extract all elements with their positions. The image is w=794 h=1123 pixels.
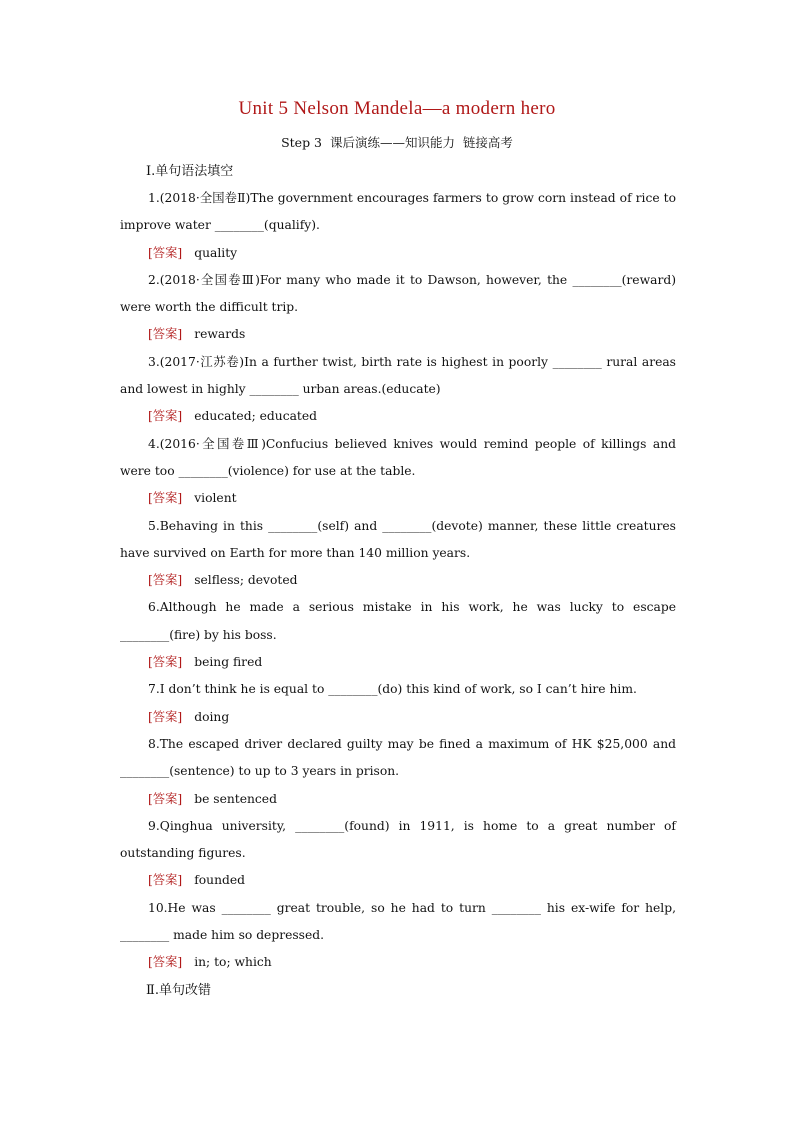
question-3: 3.(2017·江苏卷)In a further twist, birth rate is highest in poorly ________ rural areas and lowest in highly ________ urban areas.(educate) — [120, 354, 676, 397]
answer-tag: [答案] — [148, 245, 183, 260]
question-10: 10.He was ________ great trouble, so he had to turn ________ his ex-wife for help, ________ made him so depressed. — [120, 900, 676, 943]
answer-6 — [120, 649, 676, 676]
answer-8 — [120, 786, 676, 813]
answer-text: quality — [194, 245, 238, 260]
section-heading-grammar-fill: Ⅰ.单句语法填空 — [146, 164, 234, 179]
answer-text: educated; educated — [194, 409, 318, 424]
answer-2 — [120, 321, 676, 348]
answer-tag: [答案] — [148, 327, 183, 342]
answer-text: selfless; devoted — [194, 573, 298, 588]
answer-text: in; to; which — [194, 955, 272, 970]
answer-tag: [答案] — [148, 573, 183, 588]
answer-7 — [120, 704, 676, 731]
answer-text: being fired — [194, 655, 263, 670]
answer-tag: [答案] — [148, 655, 183, 670]
question-6: 6.Although he made a serious mistake in his work, he was lucky to escape ________(fire) by his boss. — [120, 600, 676, 642]
question-9: 9.Qinghua university, ________(found) in 1911, is home to a great number of outstanding figures. — [120, 818, 676, 861]
answer-10 — [120, 949, 676, 976]
question-1: 1.(2018·全国卷Ⅱ)The government encourages farmers to grow corn instead of rice to improve water ________(qualify). — [120, 191, 676, 233]
answer-1 — [120, 240, 676, 267]
answer-tag: [答案] — [148, 955, 183, 970]
answer-text: be sentenced — [194, 791, 277, 806]
page-subtitle: Step 3 课后演练——知识能力 链接高考 — [281, 135, 513, 150]
answer-text: violent — [194, 491, 237, 506]
answer-text: rewards — [194, 327, 246, 342]
exercise-content — [120, 158, 676, 1004]
question-8: 8.The escaped driver declared guilty may be fined a maximum of HK $25,000 and ________(sentence) to up to 3 years in prison. — [120, 736, 676, 779]
question-7: 7.I don’t think he is equal to ________(do) this kind of work, so I can’t hire him. — [148, 682, 637, 697]
answer-5 — [120, 567, 676, 594]
answer-9 — [120, 867, 676, 894]
answer-tag: [答案] — [148, 791, 183, 806]
section-heading-error-correction: Ⅱ.单句改错 — [146, 982, 211, 998]
answer-4 — [120, 485, 676, 512]
question-4: 4.(2016·全国卷Ⅲ)Confucius believed knives would remind people of killings and were too ________(violence) for use at the table. — [120, 436, 676, 478]
answer-text: doing — [194, 709, 230, 724]
answer-3 — [120, 403, 676, 430]
answer-text: founded — [194, 873, 246, 888]
answer-tag: [答案] — [148, 873, 183, 888]
answer-tag: [答案] — [148, 491, 183, 506]
question-5: 5.Behaving in this ________(self) and ________(devote) manner, these little creatures have survived on Earth for more than 140 million years. — [120, 518, 676, 560]
question-2: 2.(2018·全国卷Ⅲ)For many who made it to Dawson, however, the ________(reward) were worth the difficult trip. — [120, 272, 676, 315]
answer-tag: [答案] — [148, 709, 183, 724]
page-title: Unit 5 Nelson Mandela—a modern hero — [238, 98, 556, 119]
answer-tag: [答案] — [148, 409, 183, 424]
